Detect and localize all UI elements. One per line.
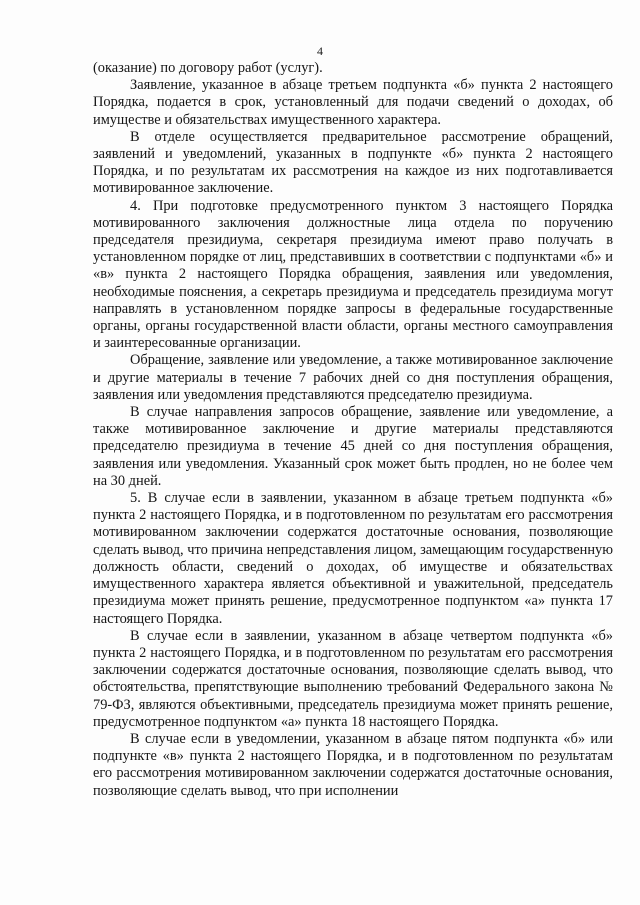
paragraph-1: (оказание) по договору работ (услуг). (93, 60, 323, 76)
document-body (93, 60, 613, 800)
paragraph-7: 5. В случае если в заявлении, указанном в абзаце третьем подпункта «б» пункта 2 настоящего Порядка, и в подготовленном по результатам его рассмотрения мотивированном заключении содержатся достаточные основания, позволяющие сделать вывод, что причина непредставления лицом, замещающим государственную должность области, сведений о доходах, об имуществе и обязательствах имущественного характера является объективной и уважительной, председатель президиума может принять решение, предусмотренное подпунктом «а» пункта 17 настоящего Порядка. (93, 490, 613, 627)
paragraph-4: 4. При подготовке предусмотренного пунктом 3 настоящего Порядка мотивированного заключения должностные лица отдела по поручению председателя президиума, секретаря президиума имеют право получать в установленном порядке от лиц, представивших в соответствии с подпунктами «б» и «в» пункта 2 настоящего Порядка обращения, заявления или уведомления, необходимые пояснения, а секретарь президиума и председатель президиума могут направлять в установленном порядке запросы в федеральные государственные органы, органы государственной власти области, органы местного самоуправления и заинтересованные организации. (93, 197, 613, 352)
paragraph-9: В случае если в уведомлении, указанном в абзаце пятом подпункта «б» или подпункте «в» пункта 2 настоящего Порядка, и в подготовленном по результатам его рассмотрения мотивированном заключении содержатся достаточные основания, позволяющие сделать вывод, что при исполнении (93, 730, 613, 799)
paragraph-2: Заявление, указанное в абзаце третьем подпункта «б» пункта 2 настоящего Порядка, подается в срок, установленный для подачи сведений о доходах, об имуществе и обязательствах имущественного характера. (93, 77, 613, 128)
paragraph-5: Обращение, заявление или уведомление, а также мотивированное заключение и другие материалы в течение 7 рабочих дней со дня поступления обращения, заявления или уведомления представляются председателю президиума. (93, 352, 613, 403)
paragraph-3: В отделе осуществляется предварительное рассмотрение обращений, заявлений и уведомлений, указанных в подпункте «б» пункта 2 настоящего Порядка, и по результатам их рассмотрения на каждое из них подготавливается мотивированное заключение. (93, 128, 613, 197)
paragraph-8: В случае если в заявлении, указанном в абзаце четвертом подпункта «б» пункта 2 настоящего Порядка, и в подготовленном по результатам его рассмотрения заключении содержатся достаточные основания, позволяющие сделать вывод, что обстоятельства, препятствующие выполнению требований Федерального закона № 79-ФЗ, являются объективными, председатель президиума может принять решение, предусмотренное подпунктом «а» пункта 18 настоящего Порядка. (93, 627, 613, 730)
page-number: 4 (317, 44, 323, 58)
paragraph-6: В случае направления запросов обращение, заявление или уведомление, а также мотивированное заключение и другие материалы представляются председателю президиума в течение 45 дней со дня поступления обращения, заявления или уведомления. Указанный срок может быть продлен, но не более чем на 30 дней. (93, 404, 613, 489)
